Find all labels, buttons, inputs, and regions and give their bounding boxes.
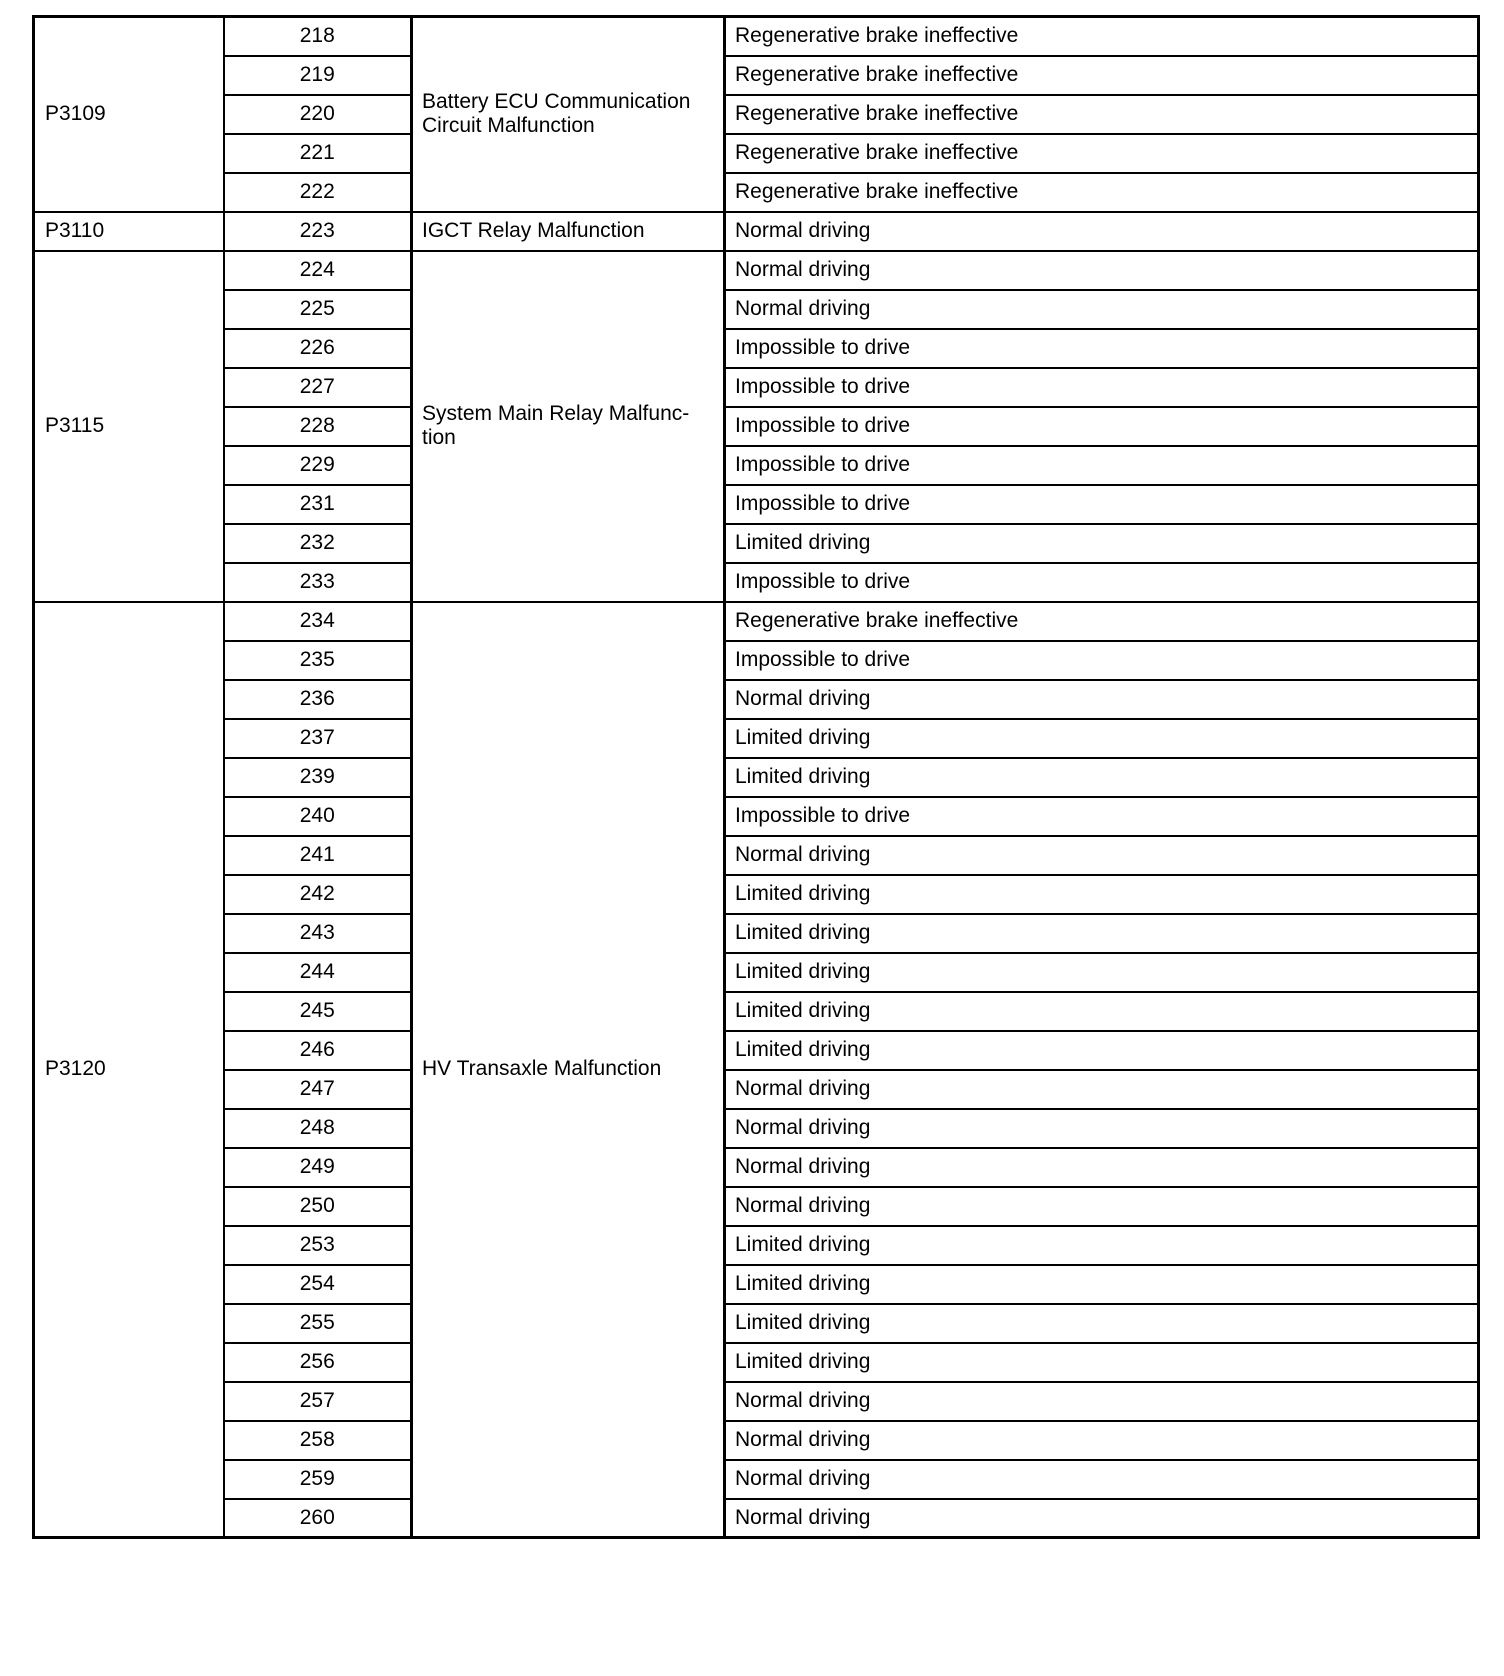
info-code-cell: 255 xyxy=(224,1304,412,1343)
driving-condition-cell: Impossible to drive xyxy=(725,446,1479,485)
table-row xyxy=(34,719,1479,758)
driving-condition-cell: Impossible to drive xyxy=(725,563,1479,602)
info-code-cell: 258 xyxy=(224,1421,412,1460)
dtc-table xyxy=(32,15,1480,1539)
table-row xyxy=(34,1109,1479,1148)
table-row xyxy=(34,641,1479,680)
info-code-cell: 233 xyxy=(224,563,412,602)
driving-condition-cell: Limited driving xyxy=(725,1265,1479,1304)
driving-condition-cell: Regenerative brake ineffective xyxy=(725,173,1479,212)
info-code-cell: 220 xyxy=(224,95,412,134)
table-row xyxy=(34,836,1479,875)
table-row xyxy=(34,95,1479,134)
driving-condition-cell: Impossible to drive xyxy=(725,485,1479,524)
table-row xyxy=(34,1070,1479,1109)
malfunction-description-cell: HV Transaxle Malfunction xyxy=(412,602,725,1538)
dtc-code-cell: P3115 xyxy=(34,251,224,602)
table-row xyxy=(34,329,1479,368)
driving-condition-cell: Impossible to drive xyxy=(725,368,1479,407)
table-row xyxy=(34,407,1479,446)
driving-condition-cell: Impossible to drive xyxy=(725,407,1479,446)
info-code-cell: 228 xyxy=(224,407,412,446)
driving-condition-cell: Normal driving xyxy=(725,1421,1479,1460)
info-code-cell: 222 xyxy=(224,173,412,212)
table-row xyxy=(34,251,1479,290)
table-row xyxy=(34,992,1479,1031)
table-row xyxy=(34,212,1479,251)
info-code-cell: 259 xyxy=(224,1460,412,1499)
info-code-cell: 232 xyxy=(224,524,412,563)
info-code-cell: 234 xyxy=(224,602,412,641)
driving-condition-cell: Limited driving xyxy=(725,914,1479,953)
table-row xyxy=(34,1265,1479,1304)
driving-condition-cell: Regenerative brake ineffective xyxy=(725,95,1479,134)
info-code-cell: 253 xyxy=(224,1226,412,1265)
info-code-cell: 245 xyxy=(224,992,412,1031)
table-row xyxy=(34,173,1479,212)
malfunction-description-cell: Battery ECU Communication Circuit Malfunction xyxy=(412,17,725,212)
driving-condition-cell: Normal driving xyxy=(725,251,1479,290)
info-code-cell: 229 xyxy=(224,446,412,485)
table-row xyxy=(34,1304,1479,1343)
table-row xyxy=(34,875,1479,914)
driving-condition-cell: Limited driving xyxy=(725,875,1479,914)
info-code-cell: 240 xyxy=(224,797,412,836)
info-code-cell: 248 xyxy=(224,1109,412,1148)
driving-condition-cell: Regenerative brake ineffective xyxy=(725,17,1479,56)
driving-condition-cell: Limited driving xyxy=(725,719,1479,758)
driving-condition-cell: Limited driving xyxy=(725,1304,1479,1343)
table-row xyxy=(34,953,1479,992)
driving-condition-cell: Normal driving xyxy=(725,212,1479,251)
table-row xyxy=(34,758,1479,797)
driving-condition-cell: Limited driving xyxy=(725,992,1479,1031)
info-code-cell: 242 xyxy=(224,875,412,914)
table-row xyxy=(34,914,1479,953)
driving-condition-cell: Limited driving xyxy=(725,524,1479,563)
driving-condition-cell: Regenerative brake ineffective xyxy=(725,602,1479,641)
driving-condition-cell: Normal driving xyxy=(725,1382,1479,1421)
table-row xyxy=(34,602,1479,641)
driving-condition-cell: Regenerative brake ineffective xyxy=(725,56,1479,95)
driving-condition-cell: Normal driving xyxy=(725,836,1479,875)
malfunction-description-cell: IGCT Relay Malfunction xyxy=(412,212,725,251)
malfunction-description-cell: System Main Relay Malfunc-tion xyxy=(412,251,725,602)
info-code-cell: 246 xyxy=(224,1031,412,1070)
table-row xyxy=(34,134,1479,173)
table-row xyxy=(34,1148,1479,1187)
driving-condition-cell: Impossible to drive xyxy=(725,641,1479,680)
info-code-cell: 223 xyxy=(224,212,412,251)
dtc-code-cell: P3110 xyxy=(34,212,224,251)
info-code-cell: 236 xyxy=(224,680,412,719)
driving-condition-cell: Regenerative brake ineffective xyxy=(725,134,1479,173)
info-code-cell: 227 xyxy=(224,368,412,407)
info-code-cell: 250 xyxy=(224,1187,412,1226)
table-row xyxy=(34,1343,1479,1382)
info-code-cell: 219 xyxy=(224,56,412,95)
table-row xyxy=(34,56,1479,95)
table-row xyxy=(34,563,1479,602)
info-code-cell: 247 xyxy=(224,1070,412,1109)
table-row xyxy=(34,1187,1479,1226)
table-row xyxy=(34,446,1479,485)
table-row xyxy=(34,368,1479,407)
document-page xyxy=(32,15,1477,1539)
info-code-cell: 239 xyxy=(224,758,412,797)
table-row xyxy=(34,1226,1479,1265)
table-row xyxy=(34,680,1479,719)
info-code-cell: 237 xyxy=(224,719,412,758)
table-row xyxy=(34,797,1479,836)
driving-condition-cell: Limited driving xyxy=(725,1343,1479,1382)
info-code-cell: 254 xyxy=(224,1265,412,1304)
driving-condition-cell: Normal driving xyxy=(725,1460,1479,1499)
driving-condition-cell: Impossible to drive xyxy=(725,797,1479,836)
info-code-cell: 225 xyxy=(224,290,412,329)
info-code-cell: 224 xyxy=(224,251,412,290)
driving-condition-cell: Limited driving xyxy=(725,1031,1479,1070)
table-row xyxy=(34,290,1479,329)
table-row xyxy=(34,1460,1479,1499)
dtc-code-cell: P3109 xyxy=(34,17,224,212)
driving-condition-cell: Limited driving xyxy=(725,953,1479,992)
driving-condition-cell: Normal driving xyxy=(725,290,1479,329)
info-code-cell: 226 xyxy=(224,329,412,368)
driving-condition-cell: Normal driving xyxy=(725,1499,1479,1538)
table-row xyxy=(34,524,1479,563)
info-code-cell: 221 xyxy=(224,134,412,173)
driving-condition-cell: Limited driving xyxy=(725,758,1479,797)
table-row xyxy=(34,1031,1479,1070)
table-row xyxy=(34,1421,1479,1460)
info-code-cell: 249 xyxy=(224,1148,412,1187)
info-code-cell: 260 xyxy=(224,1499,412,1538)
info-code-cell: 256 xyxy=(224,1343,412,1382)
info-code-cell: 257 xyxy=(224,1382,412,1421)
dtc-table-body xyxy=(34,17,1479,1538)
info-code-cell: 235 xyxy=(224,641,412,680)
driving-condition-cell: Normal driving xyxy=(725,680,1479,719)
info-code-cell: 218 xyxy=(224,17,412,56)
driving-condition-cell: Normal driving xyxy=(725,1187,1479,1226)
driving-condition-cell: Impossible to drive xyxy=(725,329,1479,368)
info-code-cell: 243 xyxy=(224,914,412,953)
driving-condition-cell: Normal driving xyxy=(725,1070,1479,1109)
dtc-code-cell: P3120 xyxy=(34,602,224,1538)
table-row xyxy=(34,17,1479,56)
driving-condition-cell: Normal driving xyxy=(725,1148,1479,1187)
info-code-cell: 241 xyxy=(224,836,412,875)
driving-condition-cell: Normal driving xyxy=(725,1109,1479,1148)
table-row xyxy=(34,1499,1479,1538)
driving-condition-cell: Limited driving xyxy=(725,1226,1479,1265)
table-row xyxy=(34,485,1479,524)
info-code-cell: 244 xyxy=(224,953,412,992)
table-row xyxy=(34,1382,1479,1421)
info-code-cell: 231 xyxy=(224,485,412,524)
